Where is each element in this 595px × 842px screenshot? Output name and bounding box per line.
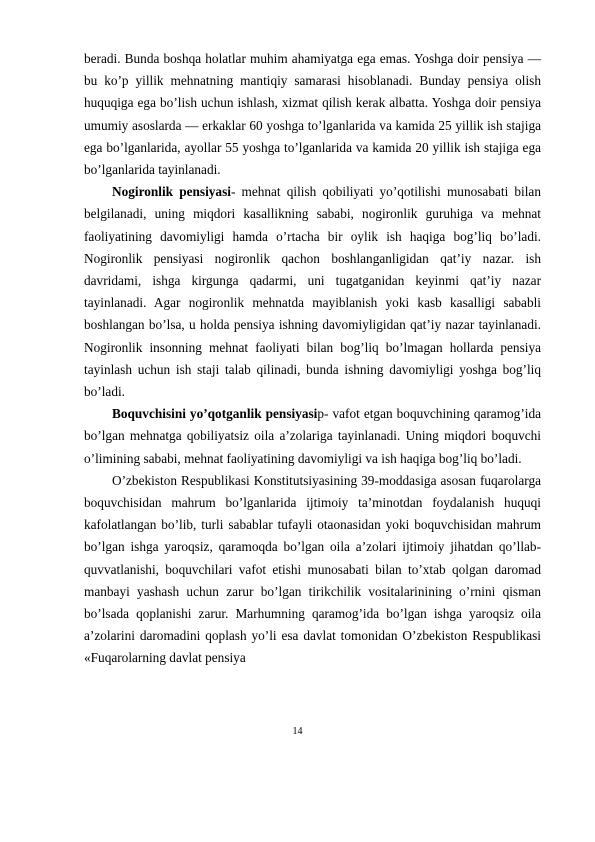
paragraph-text: p- vafot etgan boquvchining qaramog’ida bo’lgan mehnatga qobiliyatsiz oila a’zolariga tayinlanadi. Uning miqdori boquvchi o’limining sababi, mehnat faoliyatining davomiyligi va ish haqiga bog’liq bo’ladi. (84, 406, 542, 466)
paragraph-constitution (84, 470, 541, 670)
term-survivor-pension: Boquvchisini yo’qotganlik pensiyasi (112, 406, 318, 422)
paragraph-old-age-pension (84, 48, 541, 181)
paragraph-text: - mehnat qilish qobiliyati yo’qotilishi munosabati bilan belgilanadi, uning miqdori kasallikning sababi, nogironlik guruhiga va mehnat faoliyatining davomiyligi hamda o’rtacha bir oylik ish haqiga bog’liq bo’ladi. Nogironlik pensiyasi nogironlik qachon boshlanganligidan qat’iy nazar. ish davridami, ishga kirgunga qadarmi, uni tugatganidan keyinmi qat’iy nazar tayinlanadi. Agar nogironlik mehnatda mayiblanish yoki kasb kasalligi sababli boshlangan bo’lsa, u holda pensiya ishning davomiyligidan qat’iy nazar tayinlanadi. Nogironlik insonning mehnat faoliyati bilan bog’liq bo’lmagan hollarda pensiya tayinlash uchun ish staji talab qilinadi, bunda ishning davomiyligi yoshga bog’liq bo’ladi. (84, 184, 541, 400)
paragraph-disability-pension (84, 181, 541, 403)
page-number: 14 (292, 726, 303, 737)
paragraph-text: O’zbekiston Respublikasi Konstitutsiyasining 39-moddasiga asosan fuqarolarga boquvchisidan mahrum bo’lganlarida ijtimoiy ta’minotdan foydalanish huquqi kafolatlangan bo’lib, turli sabablar tufayli otaonasidan yoki boquvchisidan mahrum bo’lgan ishga yaroqsiz, qaramoqda bo’lgan oila a’zolari ijtimoiy jihatdan qo’llab-quvvatlanishi, boquvchilari vafot etishi munosabati bilan to’xtab qolgan daromad manbayi yashash uchun zarur bo’lgan tirikchilik vositalarinining o’rnini qisman bo’lsada qoplanishi zarur. Marhumning qaramog’ida bo’lgan ishga yaroqsiz oila a’zolarini daromadini qoplash yo’li esa davlat tomonidan O’zbekiston Respublikasi «Fuqarolarning davlat pensiya (84, 472, 541, 666)
term-disability-pension: Nogironlik pensiyasi (112, 184, 231, 200)
document-page (84, 48, 541, 670)
paragraph-survivor-pension (84, 403, 541, 470)
paragraph-text: beradi. Bunda boshqa holatlar muhim ahamiyatga ega emas. Yoshga doir pensiya — bu ko’p yillik mehnatning mantiqiy samarasi hisoblanadi. Bunday pensiya olish huquqiga ega bo’lish uchun ishlash, xizmat qilish kerak albatta. Yoshga doir pensiya umumiy asoslarda — erkaklar 60 yoshga to’lganlarida va kamida 25 yillik ish stajiga ega bo’lganlarida, ayollar 55 yoshga to’lganlarida va kamida 20 yillik ish stajiga ega bo’lganlarida tayinlanadi. (84, 51, 541, 178)
